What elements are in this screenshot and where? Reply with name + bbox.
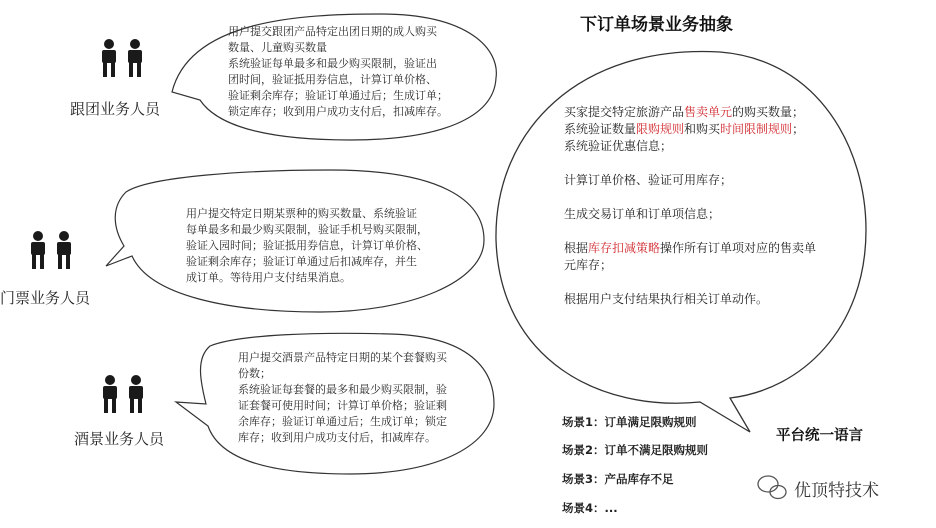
tour-line: 用户提交跟团产品特定出团日期的成人购买 [228, 25, 437, 38]
watermark-text: 优顶特技术 [794, 481, 879, 501]
hotel-line: 用户提交酒景产品特定日期的某个套餐购买 [238, 351, 447, 364]
abstract-line-5: 生成交易订单和订单项信息； [564, 207, 721, 221]
abstract-line-4: 计算订单价格、验证可用库存； [564, 173, 733, 187]
hotel-line: 库存；收到用户成功支付后，扣减库存。 [238, 431, 436, 444]
abstract-line-3: 系统验证优惠信息； [564, 139, 673, 153]
scenario-item: 场景4：... [562, 501, 618, 515]
ticket-line: 每单最多和最少购买限制，验证手机号购买限制， [186, 223, 428, 236]
abstract-line-6: 根据库存扣减策略操作所有订单项对应的售卖单 [564, 241, 817, 255]
hotel-bubble-text [238, 350, 447, 446]
hotel-people-icon [103, 375, 143, 413]
abstract-line-1: 买家提交特定旅游产品售卖单元的购买数量； [564, 105, 805, 119]
role-label-ticket: 门票业务人员 [0, 289, 91, 307]
highlight-stock-strategy: 库存扣减策略 [588, 241, 661, 255]
ticket-line: 验证剩余库存；验证订单通过后扣减库存，并生 [186, 255, 417, 268]
tour-bubble-text [228, 24, 448, 120]
ticket-line: 用户提交特定日期某票种的购买数量、系统验证 [186, 207, 417, 220]
role-label-hotel: 酒景业务人员 [74, 430, 165, 448]
platform-language-label: 平台统一语言 [776, 428, 863, 444]
tour-line: 数量、儿童购买数量 [228, 41, 327, 54]
tour-line: 验证剩余库存；验证订单通过后；生成订单； [228, 89, 448, 102]
scenario-item: 场景2：订单不满足限购规则 [562, 443, 709, 457]
highlight-time-rule: 时间限制规则 [720, 122, 793, 136]
scenario-item: 场景1：订单满足限购规则 [562, 415, 697, 429]
scenario-item: 场景3：产品库存不足 [562, 472, 674, 486]
highlight-sale-unit: 售卖单元 [684, 105, 733, 119]
hotel-line: 余库存；验证订单通过后；生成订单；锁定 [238, 415, 447, 428]
ticket-people-icon [31, 231, 71, 269]
hotel-line: 系统验证每套餐的最多和最少购买限制，验 [238, 383, 447, 396]
ticket-line: 验证入园时间；验证抵用券信息，计算订单价格、 [186, 239, 428, 252]
highlight-limit-rule: 限购规则 [636, 122, 685, 136]
tour-line: 锁定库存；收到用户成功支付后，扣减库存。 [228, 105, 448, 118]
tour-line: 系统验证每单最多和最少购买限制，验证出 [228, 57, 437, 70]
tour-line: 团时间，验证抵用券信息，计算订单价格、 [228, 73, 437, 86]
wechat-icon [758, 476, 786, 499]
role-label-tour: 跟团业务人员 [70, 100, 161, 118]
tour-people-icon [102, 39, 142, 77]
ticket-line: 成订单。等待用户支付结果消息。 [186, 271, 351, 284]
hotel-line: 证套餐可使用时间；计算订单价格；验证剩 [238, 399, 447, 412]
diagram-title: 下订单场景业务抽象 [580, 15, 733, 35]
abstract-text [564, 104, 816, 308]
abstract-line-7: 根据用户支付结果执行相关订单动作。 [564, 292, 769, 306]
hotel-line: 份数； [238, 367, 271, 380]
abstract-line-2: 系统验证数量限购规则和购买时间限制规则； [564, 122, 805, 136]
ticket-bubble-text [186, 206, 428, 286]
abstract-line-6b: 元库存； [564, 258, 613, 272]
